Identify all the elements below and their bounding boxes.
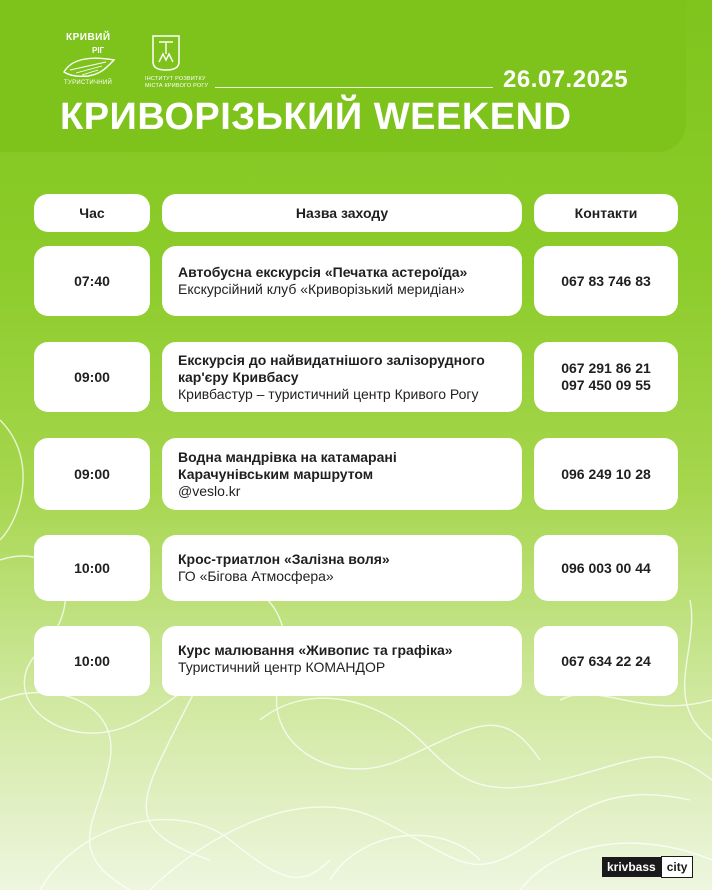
institute-emblem-icon [149,32,183,72]
contact-cell [534,342,678,412]
event-name: Екскурсія до найвидатнішого залізорудного кар'єру Кривбасу [178,351,485,385]
event-time: 10:00 [34,626,150,696]
logo-city-line2: РІГ [92,46,105,55]
contact-phone: 067 634 22 24 [561,652,651,669]
event-cell [162,342,522,412]
event-time: 10:00 [34,535,150,601]
contact-phone: 096 003 00 44 [561,559,651,576]
institute-logo [145,32,215,94]
event-name: Водна мандрівка на катамарані Карачунівським маршрутом [178,448,397,482]
event-cell [162,246,522,316]
contact-phone: 067 83 746 83 [561,272,651,289]
event-time: 07:40 [34,246,150,316]
event-time: 09:00 [34,342,150,412]
event-name: Крос-триатлон «Залізна воля» [178,551,390,567]
contact-phone: 096 249 10 28 [561,465,651,482]
header-banner [0,0,686,152]
logo-city-line1: КРИВИЙ [66,32,111,43]
event-organizer: Екскурсійний клуб «Криворізький меридіан» [178,281,465,297]
map-shape-icon [62,54,118,78]
krivbass-city-logo [602,856,693,878]
contact-phone: 067 291 86 21 [561,360,651,376]
brand-part2: city [661,856,694,878]
event-organizer: Туристичний центр КОМАНДОР [178,659,386,675]
contact-cell [534,626,678,696]
contact-phone-2: 097 450 09 55 [561,377,651,393]
event-name: Автобусна екскурсія «Печатка астероїда» [178,264,468,280]
event-time: 09:00 [34,438,150,510]
kryvyi-rih-tourism-logo [58,30,128,92]
column-header-time: Час [34,194,150,232]
event-name: Курс малювання «Живопис та графіка» [178,642,453,658]
brand-part1: krivbass [602,857,661,877]
logo-city-line3: ТУРИСТИЧНИЙ [64,80,113,86]
column-header-event: Назва заходу [162,194,522,232]
header-divider [215,87,493,88]
column-header-contacts: Контакти [534,194,678,232]
contact-cell [534,535,678,601]
page-title: КРИВОРІЗЬКИЙ WEEKEND [60,96,572,138]
event-organizer: ГО «Бігова Атмосфера» [178,568,334,584]
contact-cell [534,246,678,316]
event-organizer: Кривбастур – туристичний центр Кривого Рогу [178,385,479,402]
contact-cell [534,438,678,510]
event-date: 26.07.2025 [503,66,629,93]
event-cell [162,535,522,601]
event-organizer: @veslo.kr [178,482,241,499]
event-cell [162,626,522,696]
institute-logo-text: ІНСТИТУТ РОЗВИТКУ МІСТА КРИВОГО РОГУ [145,76,209,89]
event-cell [162,438,522,510]
